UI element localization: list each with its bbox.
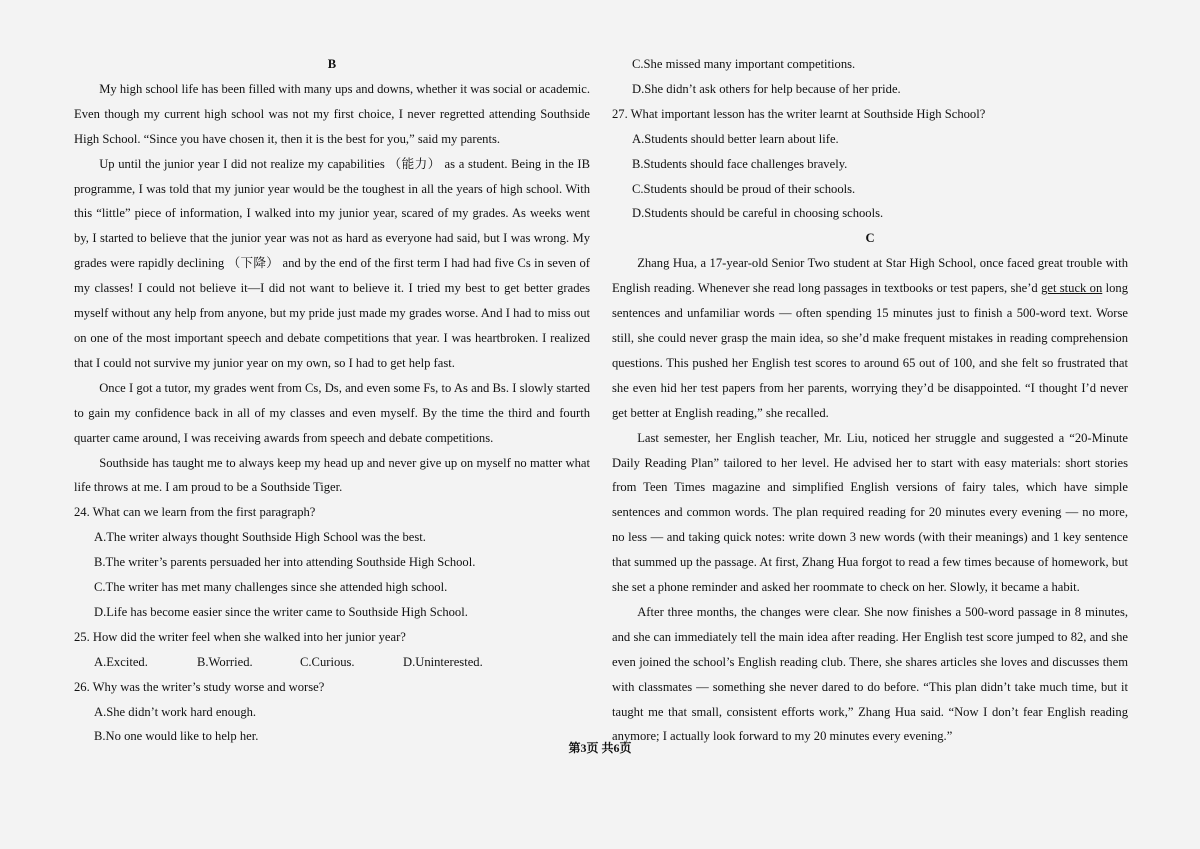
question-24-stem: 24. What can we learn from the first paragraph? (74, 505, 316, 520)
passage-b-paragraph-4: Southside has taught me to always keep my head up and never give up on myself no matter what life throws at me. I am proud to be a Southside Tiger. (74, 455, 590, 495)
question-24-option-a: A.The writer always thought Southside High School was the best. (94, 530, 426, 545)
left-column (74, 52, 590, 749)
question-24 (74, 500, 590, 625)
question-26-stem: 26. Why was the writer’s study worse and worse? (74, 679, 325, 694)
passage-c-p1-before: Zhang Hua, a 17-year-old Senior Two student at Star High School, once faced great trouble with English reading. Whenever she read long passages in textbooks or test papers, she’d (612, 256, 1128, 296)
question-26-option-d: D.She didn’t ask others for help because of her pride. (632, 81, 901, 96)
question-25-stem: 25. How did the writer feel when she walked into her junior year? (74, 629, 406, 644)
question-27-option-d: D.Students should be careful in choosing schools. (632, 206, 884, 221)
question-26-option-c: C.She missed many important competitions. (632, 57, 856, 71)
passage-c-paragraph-3: After three months, the changes were clear. She now finishes a 500-word passage in 8 minutes, and she can immediately tell the main idea after reading. Her English test score jumped to 82, and she even joined the school’s English reading club. There, she shares articles she loves and discusses them with classmates — something she never dared to do before. “This plan didn’t take much time, but it taught me that small, consistent efforts work,” Zhang Hua said. “Now I don’t fear English reading anymore; I actually look forward to my 20 minutes every evening.” (612, 604, 1128, 744)
section-b-title: B (327, 57, 337, 71)
passage-c-paragraph-1 (612, 251, 1128, 425)
question-25-option-c: C.Curious. (300, 654, 355, 669)
page-number: 第3页 共6页 (568, 741, 632, 755)
question-25-option-a: A.Excited. (94, 654, 148, 669)
question-24-option-c: C.The writer has met many challenges since she attended high school. (94, 580, 448, 595)
question-27-option-a: A.Students should better learn about life. (632, 131, 839, 146)
underlined-phrase: get stuck on (1041, 281, 1103, 296)
passage-b-paragraph-1: My high school life has been filled with many ups and downs, whether it was social or academic. Even though my current high school was not my first choice, I never regretted attending Southside High School. “Since you have chosen it, then it is the best for you,” said my parents. (74, 81, 590, 146)
question-26-option-a: A.She didn’t work hard enough. (94, 704, 257, 719)
question-24-option-d: D.Life has become easier since the writer came to Southside High School. (94, 604, 468, 619)
question-27-option-c: C.Students should be proud of their schools. (632, 181, 856, 196)
passage-c-paragraph-2: Last semester, her English teacher, Mr. Liu, noticed her struggle and suggested a “20-Minute Daily Reading Plan” tailored to her level. He advised her to start with easy materials: short stories from Teen Times magazine and simplified English versions of fairy tales, which have simple sentences and common words. The plan required reading for 20 minutes every evening — no more, no less — and taking quick notes: write down 3 new words (with their meanings) and 1 key sentence that summed up the passage. At first, Zhang Hua forgot to read a few times because of homework, but she set a phone reminder and asked her roommate to check on her. Slowly, it became a habit. (612, 430, 1128, 595)
question-25-option-b: B.Worried. (197, 654, 253, 669)
passage-c-p1-after: long sentences and unfamiliar words — often spending 15 minutes just to finish a 500-word text. Worse still, she could never grasp the main idea, so she’d make frequent mistakes in reading comprehension questions. This pushed her English test scores to around 65 out of 100, and she felt so frustrated that she even hid her test papers from her parents, worrying they’d be disappointed. “I thought I’d never get better at English reading,” she recalled. (612, 281, 1128, 420)
question-25-option-d: D.Uninterested. (403, 654, 483, 669)
question-24-option-b: B.The writer’s parents persuaded her into attending Southside High School. (94, 555, 476, 570)
question-27-option-b: B.Students should face challenges bravely. (632, 156, 848, 171)
question-25-options (94, 650, 590, 675)
question-26-option-b: B.No one would like to help her. (94, 729, 259, 744)
right-column (612, 52, 1128, 749)
question-27 (612, 102, 1128, 227)
passage-b-paragraph-2: Up until the junior year I did not realize my capabilities （能力） as a student. Being in the IB programme, I was told that my junior year would be the toughest in all the years of high school. With this “little” piece of information, I walked into my junior year, scared of my grades. As weeks went by, I started to believe that the junior year was not as hard as everyone had said, but I was wrong. My grades were rapidly declining （下降） and by the end of the first term I had had five Cs in seven of my classes! I could not believe it—I did not want to believe it. I tried my best to get better grades myself without any help from anyone, but my pride just made my grades worse. And I had to miss out on one of the most important speech and debate competitions that year. I was heartbroken. I realized that I could not survive my junior year on my own, so I had to get help fast. (74, 156, 590, 370)
question-27-stem: 27. What important lesson has the writer learnt at Southside High School? (612, 106, 986, 121)
question-25 (74, 625, 590, 675)
section-c-title: C (865, 231, 875, 246)
passage-b-paragraph-3: Once I got a tutor, my grades went from Cs, Ds, and even some Fs, to As and Bs. I slowly started to gain my confidence back in all of my classes and even myself. By the time the third and fourth quarter came around, I was receiving awards from speech and debate competitions. (74, 380, 590, 445)
